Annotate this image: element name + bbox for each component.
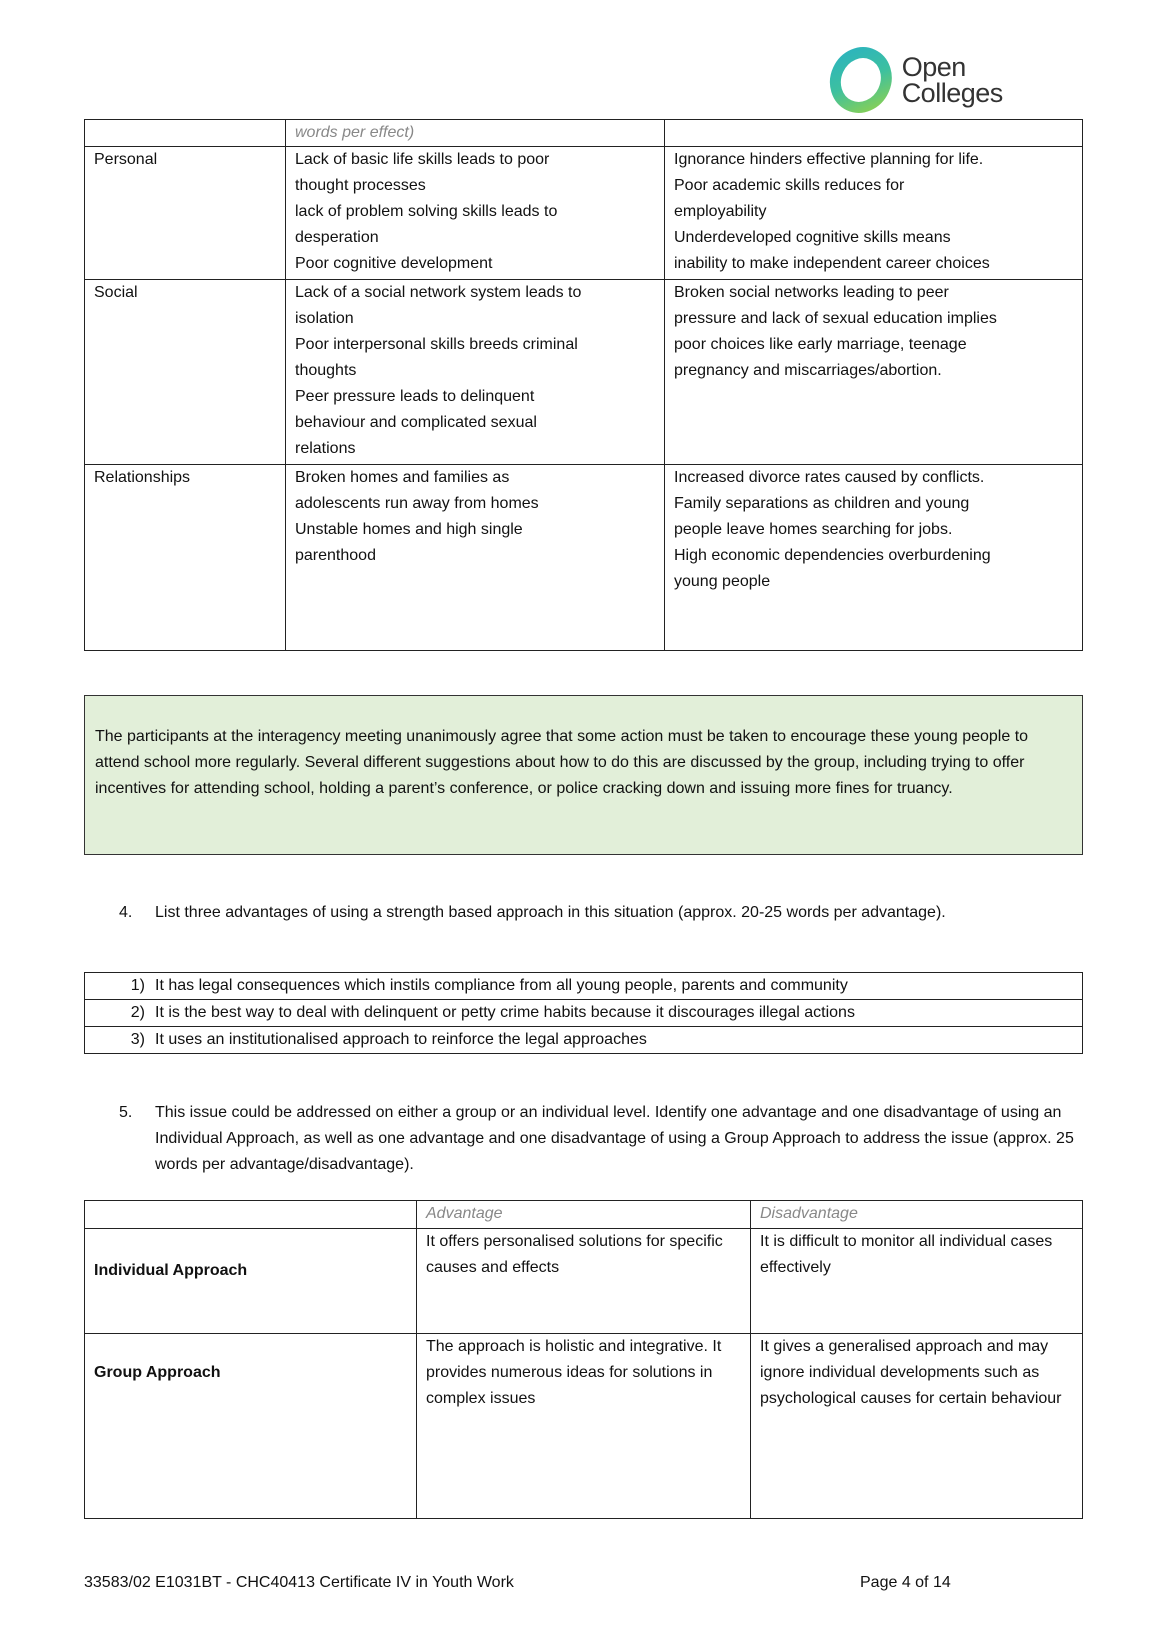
advantages-table — [84, 972, 1083, 1054]
effect-cell: Increased divorce rates caused by conflicts. Family separations as children and young people leave homes searching for jobs. High economic dependencies overburdening young people — [665, 465, 1083, 651]
footer-course: 33583/02 E1031BT - CHC40413 Certificate IV in Youth Work — [84, 1574, 514, 1591]
approach-table — [84, 1200, 1083, 1519]
effect-cell: Broken social networks leading to peer pressure and lack of sexual education implies poor choices like early marriage, teenage pregnancy and miscarriages/abortion. — [665, 280, 1083, 465]
row-label: Social — [85, 280, 286, 465]
row-label: Relationships — [85, 465, 286, 651]
advantage-cell: It offers personalised solutions for specific causes and effects — [417, 1229, 751, 1334]
advantage-cell: The approach is holistic and integrative. It provides numerous ideas for solutions in complex issues — [417, 1334, 751, 1519]
table-row — [85, 1229, 1083, 1334]
question-number: 4. — [119, 904, 133, 921]
header-cell: words per effect) — [286, 120, 665, 147]
answer-text: It has legal consequences which instils compliance from all young people, parents and community — [155, 977, 848, 994]
header-disadvantage: Disadvantage — [751, 1201, 1083, 1229]
disadvantage-cell: It gives a generalised approach and may ignore individual developments such as psychological causes for certain behaviour — [751, 1334, 1083, 1519]
header-advantage: Advantage — [417, 1201, 751, 1229]
table-row — [85, 465, 1083, 651]
scenario-text: The participants at the interagency meeting unanimously agree that some action must be taken to encourage these young people to attend school more regularly. Several different suggestions about how to do this are discussed by the group, including trying to offer incentives for attending school, holding a parent’s conference, or police cracking down and issuing more fines for truancy. — [95, 728, 1029, 797]
open-colleges-logo — [828, 45, 1073, 115]
row-label: Individual Approach — [85, 1229, 417, 1334]
table-row — [85, 1334, 1083, 1519]
question-number: 5. — [119, 1104, 133, 1121]
row-label: Personal — [85, 147, 286, 280]
row-label: Group Approach — [85, 1334, 417, 1519]
question-5 — [119, 1100, 1079, 1178]
table-row — [85, 147, 1083, 280]
logo-ring-icon — [828, 47, 894, 113]
page-number: Page 4 of 14 — [860, 1574, 951, 1591]
table-row: 1) It has legal consequences which instils compliance from all young people, parents and community — [85, 973, 1083, 1000]
question-text: This issue could be addressed on either a group or an individual level. Identify one advantage and one disadvantage of using an Individual Approach, as well as one advantage and one disadvantage of using a Group Approach to address the issue (approx. 25 words per advantage/disadvantage). — [155, 1104, 1074, 1173]
question-4 — [119, 900, 1079, 926]
effect-cell: Broken homes and families as adolescents run away from homes Unstable homes and high single parenthood — [286, 465, 665, 651]
header-cell — [85, 120, 286, 147]
table-row: 3) It uses an institutionalised approach to reinforce the legal approaches — [85, 1027, 1083, 1054]
effects-table — [84, 119, 1083, 651]
table-row: 2) It is the best way to deal with delinquent or petty crime habits because it discourages illegal actions — [85, 1000, 1083, 1027]
disadvantage-cell: It is difficult to monitor all individual cases effectively — [751, 1229, 1083, 1334]
effect-cell: Lack of basic life skills leads to poor thought processes lack of problem solving skills leads to desperation Poor cognitive development — [286, 147, 665, 280]
scenario-box — [84, 695, 1083, 855]
effect-cell: Lack of a social network system leads to isolation Poor interpersonal skills breeds criminal thoughts Peer pressure leads to delinquent behaviour and complicated sexual relations — [286, 280, 665, 465]
question-text: List three advantages of using a strength based approach in this situation (approx. 20-25 words per advantage). — [155, 904, 946, 921]
header-cell — [665, 120, 1083, 147]
logo-text: Open Colleges — [901, 52, 1003, 108]
answer-text: It is the best way to deal with delinquent or petty crime habits because it discourages illegal actions — [155, 1004, 855, 1021]
effect-cell: Ignorance hinders effective planning for life. Poor academic skills reduces for employability Underdeveloped cognitive skills means inability to make independent career choices — [665, 147, 1083, 280]
table-row — [85, 280, 1083, 465]
answer-text: It uses an institutionalised approach to reinforce the legal approaches — [155, 1031, 647, 1048]
